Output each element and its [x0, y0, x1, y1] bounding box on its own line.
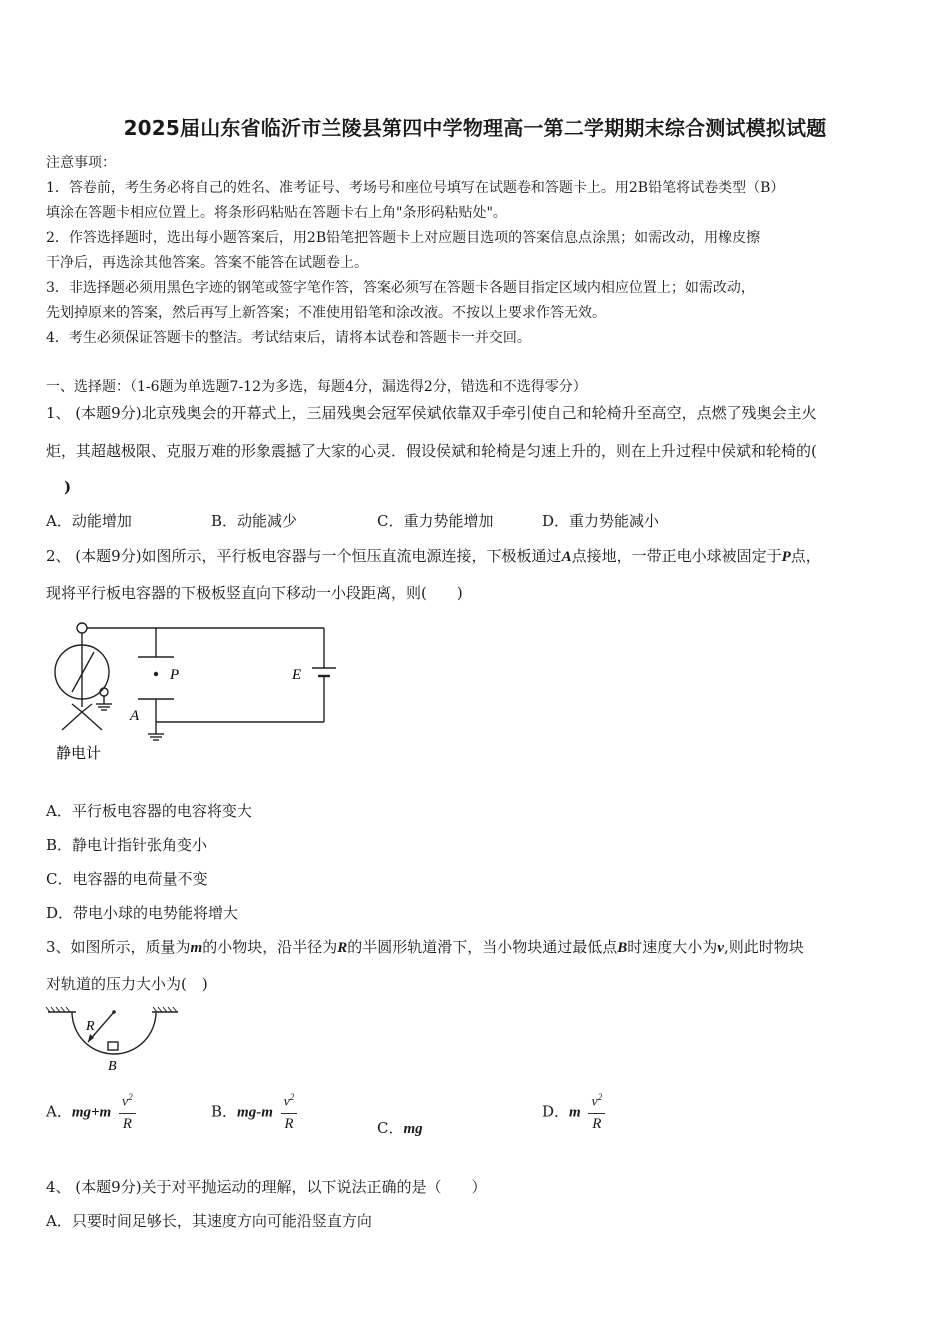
- notes-line: 干净后，再选涂其他答案。答案不能答在试题卷上。: [46, 255, 368, 271]
- section-heading: 一、选择题：（1-6题为单选题7-12为多选，每题4分，漏选得2分，错选和不选得零分）: [46, 379, 587, 395]
- notes-line: 3．非选择题必须用黑色字迹的钢笔或签字笔作答，答案必须写在答题卡各题目指定区域内相应位置上；如需改动，: [46, 280, 755, 296]
- notes-line: 4．考生必须保证答题卡的整洁。考试结束后，请将本试卷和答题卡一并交回。: [46, 330, 531, 346]
- fraction-v2-over-r: [281, 1092, 298, 1133]
- q2-line2: 现将平行板电容器的下极板竖直向下移动一小段距离，则( ): [46, 584, 463, 602]
- q3-option-a: [46, 1092, 136, 1133]
- semicircle-track: [72, 1012, 156, 1054]
- q2-text-a: 2、 (本题9分)如图所示，平行板电容器与一个恒压直流电源连接，下极板通过: [46, 547, 562, 565]
- q2-circuit-figure: [44, 612, 344, 767]
- notes-line: 填涂在答题卡相应位置上。将条形码粘贴在答题卡右上角"条形码粘贴处"。: [46, 205, 507, 221]
- q3-var-b: B: [617, 940, 628, 956]
- q2-option-d: D．带电小球的电势能将增大: [46, 904, 239, 922]
- q1-option-b: B．动能减少: [211, 512, 298, 530]
- q3-option-a-label: A．: [46, 1102, 72, 1121]
- q1-option-d: D．重力势能减小: [542, 512, 660, 530]
- notes-line: 先划掉原来的答案，然后再写上新答案；不准使用铅笔和涂改液。不按以上要求作答无效。: [46, 305, 606, 321]
- q2-text-c: 点，: [790, 547, 821, 565]
- q1-line2: 炬，其超越极限、克服万难的形象震撼了大家的心灵．假设侯斌和轮椅是匀速上升的，则在上升过程中侯斌和轮椅的(: [46, 442, 817, 460]
- q2-var-a: A: [561, 549, 572, 565]
- q3-var-v: v: [717, 940, 724, 956]
- q3-option-b: [211, 1092, 297, 1133]
- q3-option-b-expr: mg-m: [237, 1104, 273, 1121]
- q3-text-e: ,则此时物块: [723, 938, 804, 956]
- frac-num: v: [122, 1094, 129, 1110]
- q3-text-a: 3、如图所示，质量为: [46, 938, 191, 956]
- q2-text-b: 点接地，一带正电小球被固定于: [571, 547, 782, 565]
- q3-track-figure: [44, 1006, 184, 1076]
- notes-line: 2．作答选择题时，选出每小题答案后，用2B铅笔把答题卡上对应题目选项的答案信息点涂黑；如需改动，用橡皮擦: [46, 230, 761, 246]
- q2-option-b: B．静电计指针张角变小: [46, 836, 208, 854]
- q2-option-c: C．电容器的电荷量不变: [46, 870, 208, 888]
- electrometer-caption: 静电计: [56, 746, 102, 762]
- q3-option-c: [377, 1117, 423, 1138]
- fraction-v2-over-r: [588, 1092, 605, 1133]
- label-r: R: [86, 1019, 95, 1034]
- frac-exp: 2: [289, 1092, 295, 1102]
- q3-var-m: m: [190, 940, 203, 956]
- frac-num: v: [591, 1094, 598, 1110]
- q2-var-p: P: [781, 549, 791, 565]
- q3-var-r: R: [337, 940, 348, 956]
- q3-line1: [46, 936, 804, 957]
- frac-num: v: [283, 1094, 290, 1110]
- q3-option-d-expr: m: [569, 1104, 581, 1121]
- q1-line3: ): [64, 478, 72, 496]
- q3-text-c: 的半圆形轨道滑下，当小物块通过最低点: [347, 938, 618, 956]
- q3-option-d-label: D．: [542, 1102, 570, 1121]
- notes-line: 1．答卷前，考生务必将自己的姓名、准考证号、考场号和座位号填写在试题卷和答题卡上。用2B铅笔将试卷类型（B）: [46, 180, 785, 196]
- q1-option-a: A．动能增加: [46, 512, 132, 530]
- label-p: P: [170, 667, 180, 683]
- q3-option-c-label: C．: [377, 1119, 404, 1137]
- electrometer-needle: [72, 652, 94, 692]
- q3-option-d: [542, 1092, 605, 1133]
- frac-den: R: [122, 1115, 132, 1132]
- q2-option-a: A．平行板电容器的电容将变大: [46, 802, 252, 820]
- electrometer-terminal: [77, 623, 87, 633]
- q3-text-d: 时速度大小为: [627, 938, 718, 956]
- q1-line1: 1、 (本题9分)北京残奥会的开幕式上，三届残奥会冠军侯斌依靠双手牵引使自己和轮椅升至高空，点燃了残奥会主火: [46, 404, 817, 422]
- label-a: A: [130, 708, 140, 724]
- label-e: E: [292, 667, 302, 683]
- q3-text-b: 的小物块，沿半径为: [202, 938, 338, 956]
- q4-line1: 4、 (本题9分)关于对平抛运动的理解，以下说法正确的是（ ）: [46, 1178, 487, 1196]
- q3-option-a-expr: mg+m: [71, 1104, 112, 1121]
- q2-line1: [46, 545, 821, 566]
- notes-heading: 注意事项：: [46, 155, 116, 171]
- q4-option-a: A．只要时间足够长，其速度方向可能沿竖直方向: [46, 1212, 372, 1230]
- q3-option-b-label: B．: [211, 1102, 238, 1121]
- frac-den: R: [284, 1115, 294, 1132]
- frac-exp: 2: [128, 1092, 133, 1102]
- frac-exp: 2: [597, 1092, 603, 1102]
- frac-den: R: [592, 1115, 602, 1132]
- q3-option-c-expr: mg: [403, 1121, 423, 1137]
- page-title: 2025届山东省临沂市兰陵县第四中学物理高一第二学期期末综合测试模拟试题: [123, 116, 827, 140]
- charged-ball: [154, 672, 158, 676]
- fraction-v2-over-r: [119, 1092, 136, 1133]
- q3-line2: 对轨道的压力大小为( ): [46, 975, 208, 993]
- q1-option-c: C．重力势能增加: [377, 512, 494, 530]
- block-b: [108, 1042, 118, 1050]
- label-b: B: [108, 1059, 117, 1074]
